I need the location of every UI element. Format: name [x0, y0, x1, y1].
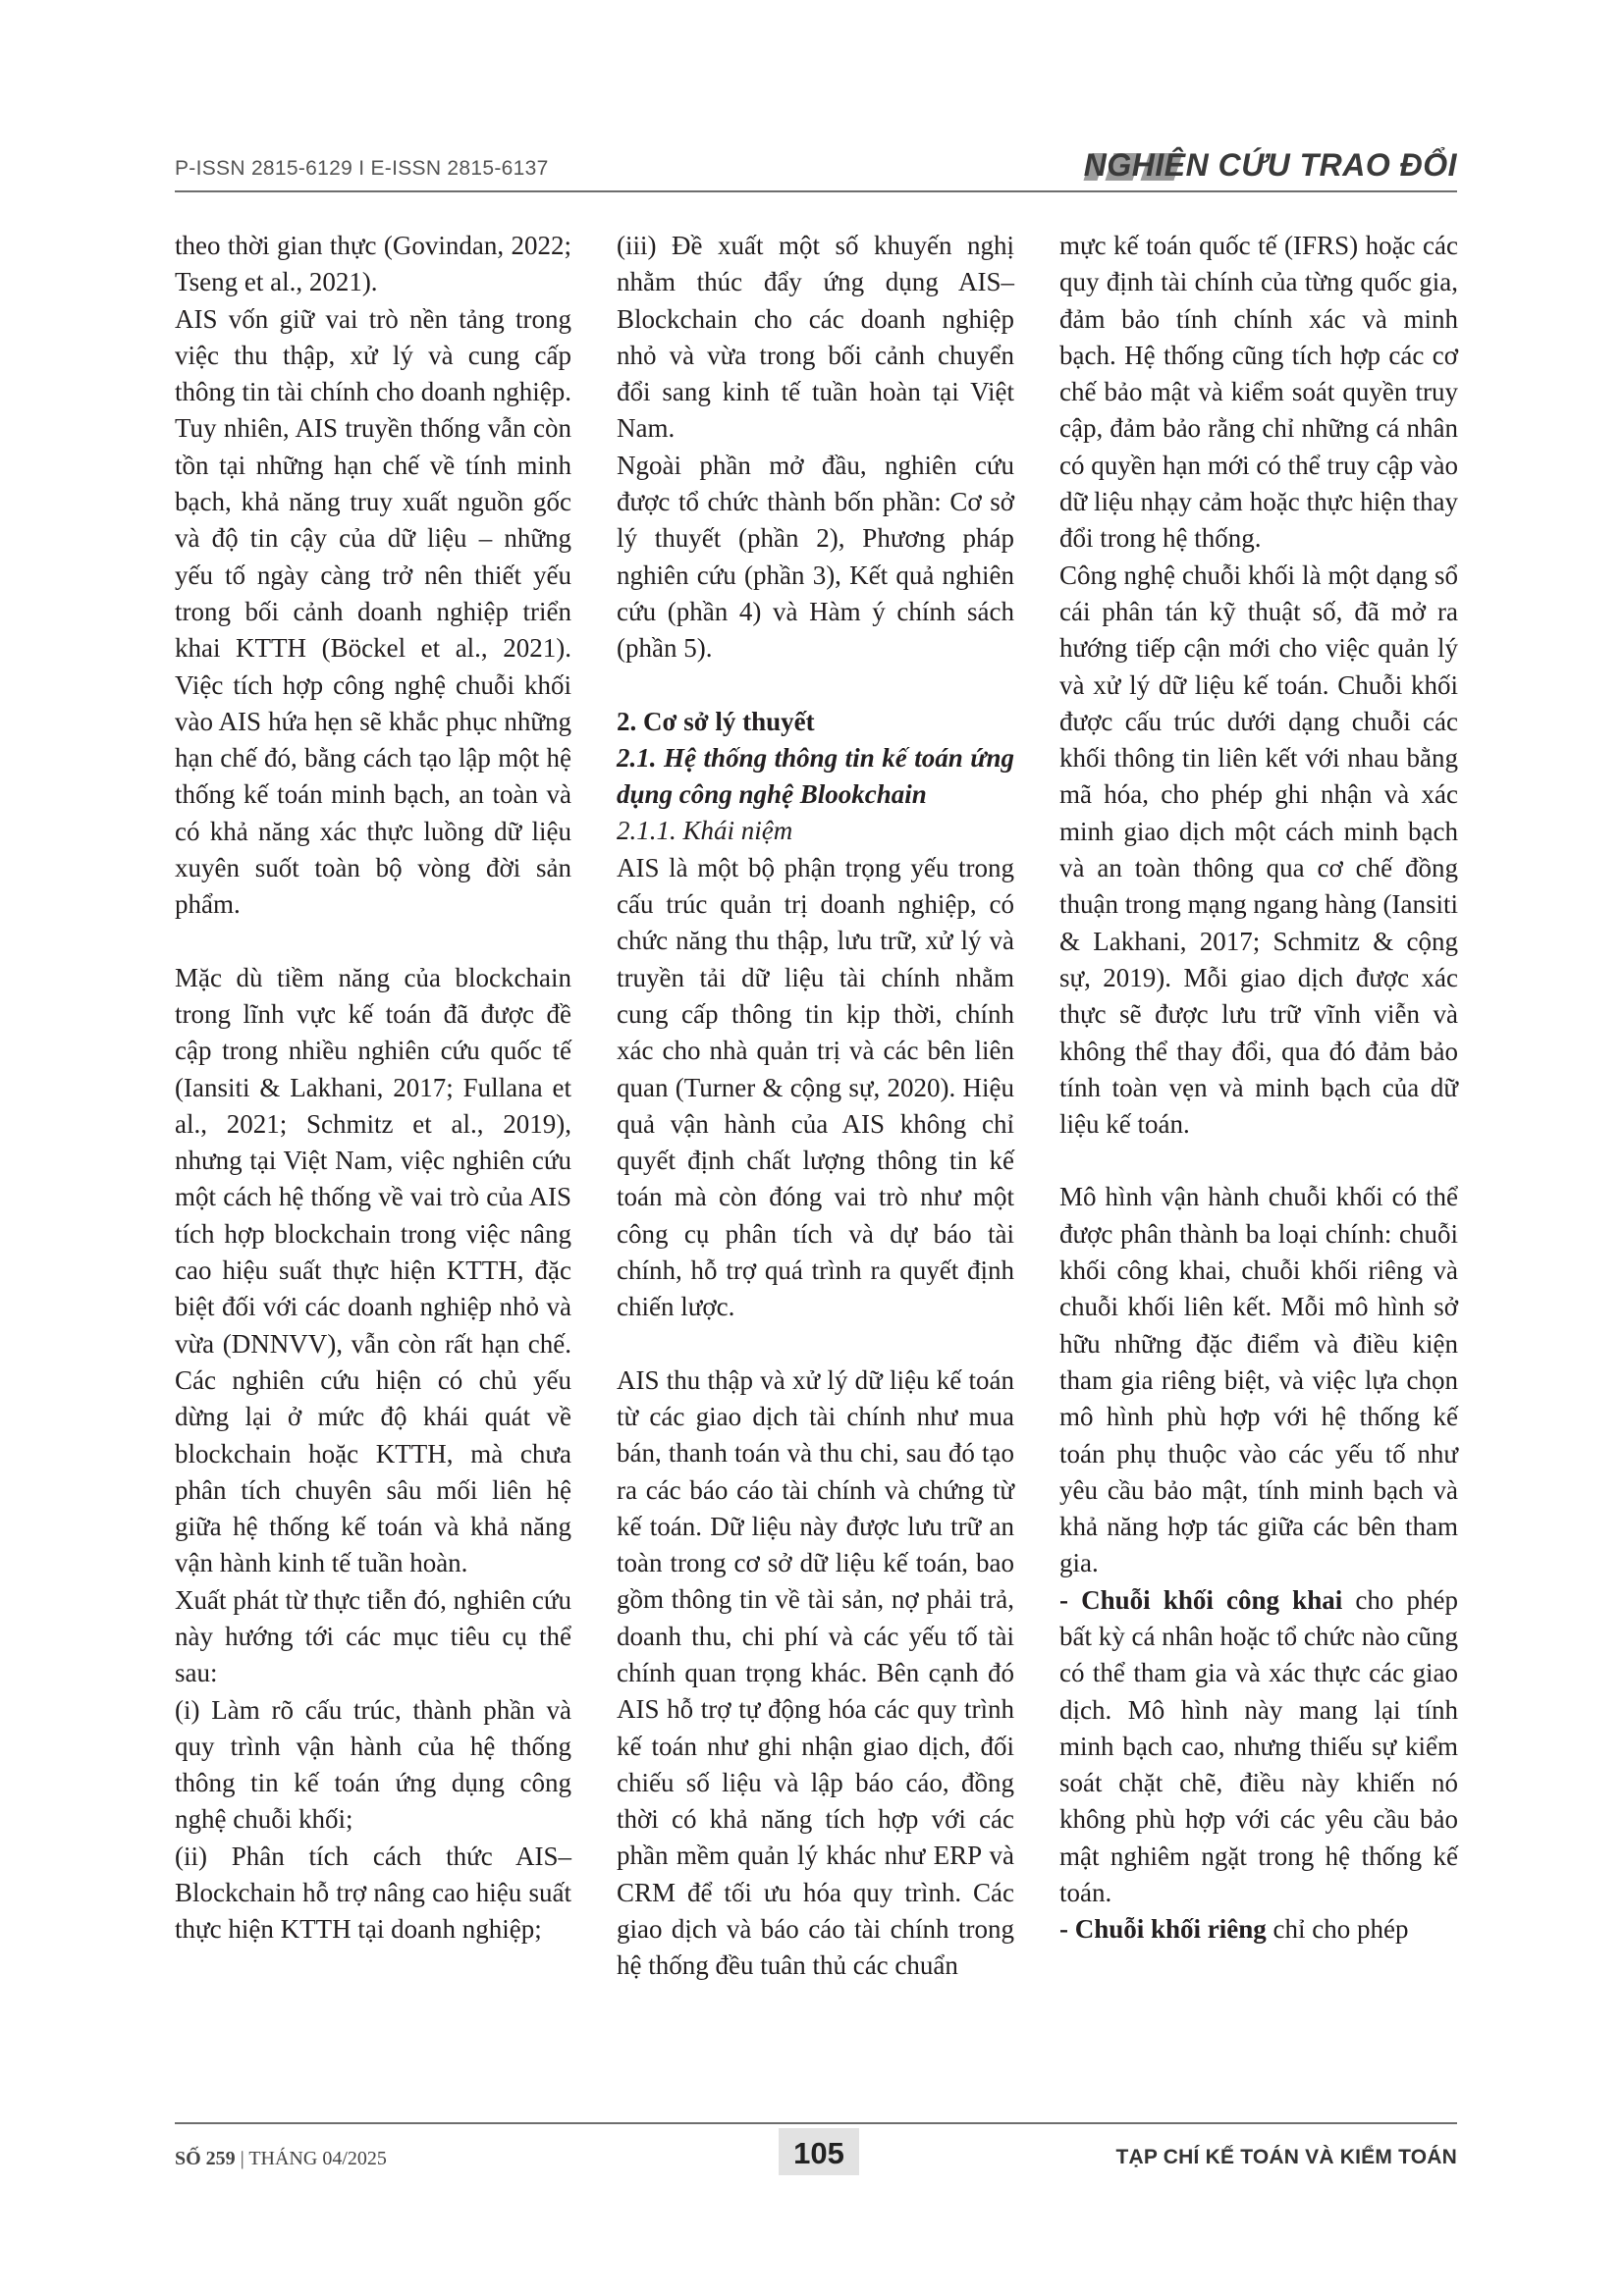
paragraph: Ngoài phần mở đầu, nghiên cứu được tổ chức thành bốn phần: Cơ sở lý thuyết (phần 2), Phương pháp nghiên cứu (phần 3), Kết quả nghiên cứu (phần 4) và Hàm ý chính sách (phần 5).: [617, 450, 1014, 664]
issue-number: SỐ 259: [175, 2148, 236, 2169]
issue-date: | THÁNG 04/2025: [235, 2148, 387, 2169]
paragraph: AIS vốn giữ vai trò nền tảng trong việc thu thập, xử lý và cung cấp thông tin tài chính cho doanh nghiệp. Tuy nhiên, AIS truyền thống vẫn còn tồn tại những hạn chế về tính minh bạch, khả năng truy xuất nguồn gốc và độ tin cậy của dữ liệu – những yếu tố ngày càng trở nên thiết yếu trong bối cảnh doanh nghiệp triển khai KTTH (Böckel et al., 2021). Việc tích hợp công nghệ chuỗi khối vào AIS hứa hẹn sẽ khắc phục những hạn chế đó, bằng cách tạo lập một hệ thống kế toán minh bạch, an toàn và có khả năng xác thực luồng dữ liệu xuyên suốt toàn bộ vòng đời sản phẩm.: [175, 303, 571, 920]
paragraph: AIS thu thập và xử lý dữ liệu kế toán từ các giao dịch tài chính như mua bán, thanh toán và thu chi, sau đó tạo ra các báo cáo tài chính và chứng từ kế toán. Dữ liệu này được lưu trữ an toàn trong cơ sở dữ liệu kế toán, bao gồm thông tin về tài sản, nợ phải trả, doanh thu, chi phí và các yếu tố tài chính quan trọng khác. Bên cạnh đó AIS hỗ trợ tự động hóa các quy trình kế toán như ghi nhận giao dịch, đối chiếu số liệu và lập báo cáo, đồng thời có khả năng tích hợp với các phần mềm quản lý khác như ERP và CRM để tối ưu hóa quy trình. Các giao dịch và báo cáo tài chính trong hệ thống đều tuân thủ các chuẩn: [617, 1364, 1014, 1981]
paragraph: mực kế toán quốc tế (IFRS) hoặc các quy định tài chính của từng quốc gia, đảm bảo tính chính xác và minh bạch. Hệ thống cũng tích hợp các cơ chế bảo mật và kiểm soát quyền truy cập, đảm bảo rằng chỉ những cá nhân có quyền hạn mới có thể truy cập vào dữ liệu nhạy cảm hoặc thực hiện thay đổi trong hệ thống.: [1059, 231, 1458, 554]
issn-text: P-ISSN 2815-6129 I E-ISSN 2815-6137: [175, 157, 549, 180]
journal-name: TẠP CHÍ KẾ TOÁN VÀ KIỂM TOÁN: [1115, 2146, 1457, 2168]
paragraph-text: cho phép bất kỳ cá nhân hoặc tổ chức nào cũng có thể tham gia và xác thực các giao dịch. Mô hình này mang lại tính minh bạch cao, nhưng thiếu sự kiểm soát chặt chẽ, điều này khiến nó không phù hợp với các yêu cầu bảo mật nghiêm ngặt trong hệ thống kế toán.: [1059, 1584, 1458, 1908]
footer-rule: [175, 2122, 1457, 2124]
lead-term: - Chuỗi khối công khai: [1059, 1584, 1343, 1615]
column-1: [175, 228, 571, 1949]
paragraph: (ii) Phân tích cách thức AIS–Blockchain hỗ trợ nâng cao hiệu suất thực hiện KTTH tại doanh nghiệp;: [175, 1841, 571, 1945]
column-2: [617, 228, 1014, 1985]
section-title: NGHIÊN CỨU TRAO ĐỔI: [1083, 147, 1457, 183]
subsection-heading: 2.1. Hệ thống thông tin kế toán ứng dụng công nghệ Blookchain: [617, 742, 1014, 810]
page-header: [175, 147, 1457, 187]
page-number-box: [779, 2128, 859, 2175]
paragraph: (iii) Đề xuất một số khuyến nghị nhằm thúc đẩy ứng dụng AIS–Blockchain cho các doanh nghiệp nhỏ và vừa trong bối cảnh chuyển đổi sang kinh tế tuần hoàn tại Việt Nam.: [617, 231, 1014, 444]
paragraph: (i) Làm rõ cấu trúc, thành phần và quy trình vận hành của hệ thống thông tin kế toán ứng dụng công nghệ chuỗi khối;: [175, 1694, 571, 1835]
section-heading: 2. Cơ sở lý thuyết: [617, 706, 815, 736]
page-number: 105: [793, 2136, 844, 2170]
lead-term: - Chuỗi khối riêng: [1059, 1914, 1267, 1945]
paragraph: Công nghệ chuỗi khối là một dạng sổ cái phân tán kỹ thuật số, đã mở ra hướng tiếp cận mới cho việc quản lý và xử lý dữ liệu kế toán. Chuỗi khối được cấu trúc dưới dạng chuỗi các khối thông tin liên kết với nhau bằng mã hóa, cho phép ghi nhận và xác minh giao dịch một cách minh bạch và an toàn thông qua cơ chế đồng thuận trong mạng ngang hàng (Iansiti & Lakhani, 2017; Schmitz & cộng sự, 2019). Mỗi giao dịch được xác thực sẽ được lưu trữ vĩnh viễn và không thể thay đổi, qua đó đảm bảo tính toàn vẹn và minh bạch của dữ liệu kế toán.: [1059, 560, 1458, 1140]
paragraph: Mô hình vận hành chuỗi khối có thể được phân thành ba loại chính: chuỗi khối công khai, chuỗi khối riêng và chuỗi khối liên kết. Mỗi mô hình sở hữu những đặc điểm và điều kiện tham gia riêng biệt, và việc lựa chọn mô hình phù hợp với hệ thống kế toán phụ thuộc vào các yếu tố như yêu cầu bảo mật, tính minh bạch và khả năng hợp tác giữa các bên tham gia.: [1059, 1182, 1458, 1578]
paragraph-public-blockchain: [1059, 1582, 1458, 1912]
paragraph-text: chỉ cho phép: [1266, 1914, 1409, 1945]
paragraph: Xuất phát từ thực tiễn đó, nghiên cứu này hướng tới các mục tiêu cụ thể sau:: [175, 1584, 571, 1688]
paragraph-private-blockchain: [1059, 1911, 1458, 1948]
paragraph: AIS là một bộ phận trọng yếu trong cấu trúc quản trị doanh nghiệp, có chức năng thu thập, lưu trữ, xử lý và truyền tải dữ liệu tài chính nhằm cung cấp thông tin kịp thời, chính xác cho nhà quản trị và các bên liên quan (Turner & cộng sự, 2020). Hiệu quả vận hành của AIS không chỉ quyết định chất lượng thông tin kế toán mà còn đóng vai trò như một công cụ phân tích và dự báo tài chính, hỗ trợ quá trình ra quyết định chiến lược.: [617, 852, 1014, 1322]
subsubsection-heading: 2.1.1. Khái niệm: [617, 816, 793, 846]
issue-info: [175, 2148, 387, 2170]
paragraph: Mặc dù tiềm năng của blockchain trong lĩnh vực kế toán đã được đề cập trong nhiều nghiên cứu quốc tế (Iansiti & Lakhani, 2017; Fullana et al., 2021; Schmitz et al., 2019), nhưng tại Việt Nam, việc nghiên cứu một cách hệ thống về vai trò của AIS tích hợp blockchain trong việc nâng cao hiệu suất thực hiện KTTH, đặc biệt đối với các doanh nghiệp nhỏ và vừa (DNNVV), vẫn còn rất hạn chế. Các nghiên cứu hiện có chủ yếu dừng lại ở mức độ khái quát về blockchain hoặc KTTH, mà chưa phân tích chuyên sâu mối liên hệ giữa hệ thống kế toán và khả năng vận hành kinh tế tuần hoàn.: [175, 962, 571, 1578]
header-rule: [175, 190, 1457, 192]
paragraph: theo thời gian thực (Govindan, 2022; Tseng et al., 2021).: [175, 231, 571, 297]
column-3: [1059, 228, 1458, 1949]
